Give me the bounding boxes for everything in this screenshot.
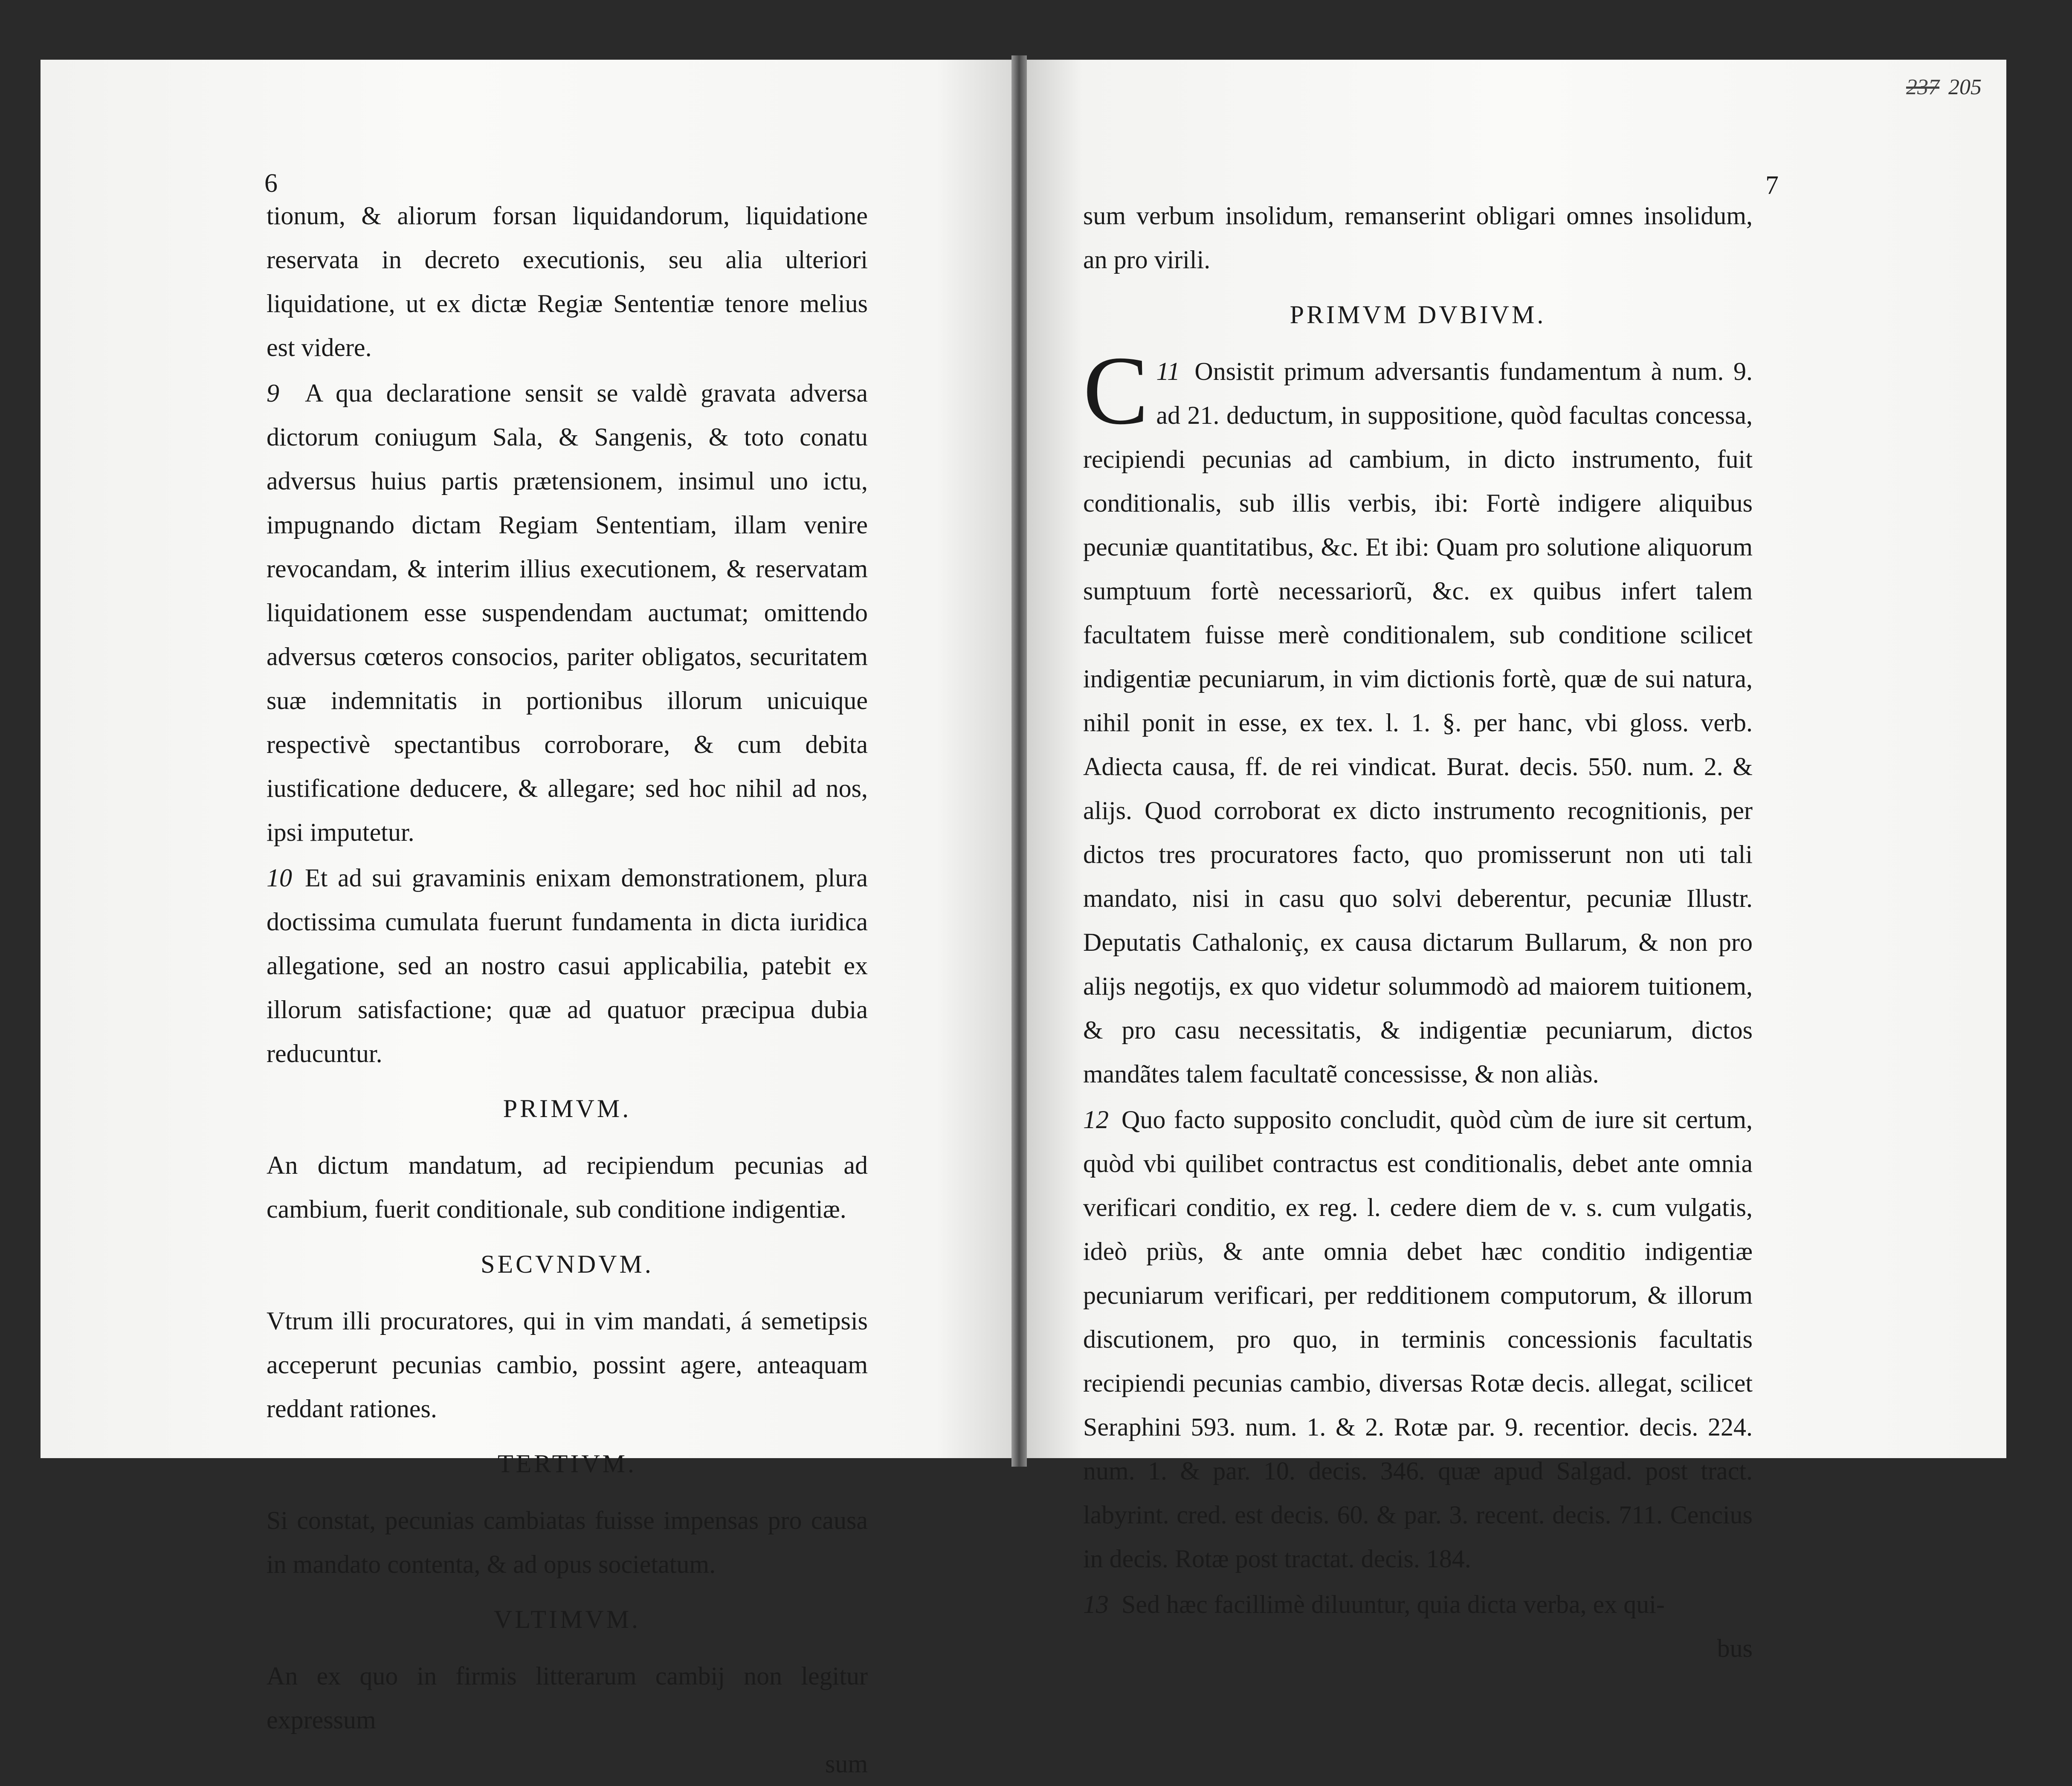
drop-cap: C — [1083, 336, 1149, 445]
paragraph-text: Sed hæc facillimè diluuntur, quia dicta verba, ex qui- — [1121, 1590, 1665, 1618]
folio-current: 205 — [1948, 75, 1982, 99]
paragraph-9 — [267, 371, 868, 854]
right-text-column — [1083, 194, 1753, 1670]
heading-primum-dubium: PRIMVM DVBIVM. — [1290, 301, 1546, 329]
book-gutter — [1011, 55, 1027, 1467]
heading-ultimum: VLTIMVM. — [493, 1605, 641, 1633]
question-4: An ex quo in firmis litterarum cambij non legitur expressum — [267, 1662, 868, 1734]
heading-primum: PRIMVM. — [503, 1094, 632, 1123]
left-text-column — [267, 194, 868, 1786]
left-continuation-paragraph: tionum, & aliorum forsan liquidandorum, liquidatione reservata in decreto executionis, seu alia ulteriori liquidatione, ut ex dictæ Regiæ Sententiæ tenore melius est videre. — [267, 202, 868, 362]
catchword: bus — [1717, 1634, 1753, 1662]
paragraph-number: 12 — [1083, 1106, 1109, 1134]
right-continuation-paragraph: sum verbum insolidum, remanserint obligari omnes insolidum, an pro virili. — [1083, 202, 1753, 274]
paragraph-text: Quo facto supposito concludit, quòd cùm de iure sit certum, quòd vbi quilibet contractus est conditionalis, debet ante omnia verificari conditio, ex reg. l. cedere diem de v. s. cum vulgatis, ideò priùs, & ante omnia debet hæc conditio indigentiæ pecuniarum verificari, per redditionem computorum, & illorum discutionem, pro quo, in terminis concessionis facultatis recipiendi pecunias cambio, diversas Rotæ decis. allegat, scilicet Seraphini 593. num. 1. & 2. Rotæ par. 9. recentior. decis. 224. num. 1. & par. 10. decis. 346. quæ apud Salgad. post tract. labyrint. cred. est decis. 60. & par. 3. recent. decis. 711. Cencius in decis. Rotæ post tractat. decis. 184. — [1083, 1106, 1753, 1573]
folio-number — [1906, 75, 1982, 100]
catchword: sum — [825, 1750, 868, 1778]
paragraph-text: Et ad sui gravaminis enixam demonstrationem, plura doctissima cumulata fuerunt fundamenta in dicta iuridica allegatione, sed an nostro casui applicabilia, patebit ex illorum satisfactione; quæ ad quatuor præcipua dubia reducuntur. — [267, 864, 868, 1068]
question-2: Vtrum illi procuratores, qui in vim mandati, á semetipsis acceperunt pecunias cambio, possint agere, anteaquam reddant rationes. — [267, 1307, 868, 1423]
paragraph-number: 13 — [1083, 1590, 1109, 1618]
paragraph-text: A qua declaratione sensit se valdè gravata adversa dictorum coniugum Sala, & Sangenis, & toto conatu adversus huius partis prætensionem, insimul uno ictu, impugnando dictam Regiam Sententiam, illam venire revocandam, & interim illius executionem, & reservatam liquidationem esse suspendendam auctumat; omittendo adversus cœteros consocios, pariter obligatos, securitatem suæ indemnitatis in portionibus illorum unicuique respectivè spectantibus corroborare, & cum debita iustificatione deducere, & allegare; sed hoc nihil ad nos, ipsi imputetur. — [267, 379, 868, 846]
paragraph-10 — [267, 856, 868, 1076]
folio-struck: 237 — [1906, 75, 1939, 99]
paragraph-number: 11 — [1156, 357, 1180, 385]
heading-tertium: TERTIVM. — [497, 1450, 637, 1478]
paragraph-13 — [1083, 1583, 1753, 1627]
question-3: Si constat, pecunias cambiatas fuisse impensas pro causa in mandato contenta, & ad opus societatum. — [267, 1506, 868, 1578]
paragraph-text: Onsistit primum adversantis fundamentum à num. 9. ad 21. deductum, in suppositione, quòd facultas concessa, recipiendi pecunias ad cambium, in dicto instrumento, fuit conditionalis, sub illis verbis, ibi: Fortè indigere aliquibus pecuniæ quantitatibus, &c. Et ibi: Quam pro solutione aliquorum sumptuum fortè necessariorũ, &c. ex quibus infert talem facultatem fuisse merè conditionalem, sub conditione scilicet indigentiæ pecuniarum, in vim dictionis fortè, quæ de sui natura, nihil ponit in esse, ex tex. l. 1. §. per hanc, vbi gloss. verb. Adiecta causa, ff. de rei vindicat. Burat. decis. 550. num. 2. & alijs. Quod corroborat ex dicto instrumento recognitionis, per dictos tres procuratores facto, quo promisserunt non uti tali mandato, nisi in casu quo solvi deberentur, pecuniæ Illustr. Deputatis Cathaloniç, ex causa dictarum Bullarum, & non pro alijs negotijs, ex quo videtur solummodò ad maiorem tuitionem, & pro casu necessitatis, & indigentiæ pecuniarum, dictos mandãtes talem facultatẽ concessisse, & non aliàs. — [1083, 357, 1753, 1088]
question-1: An dictum mandatum, ad recipiendum pecunias ad cambium, fuerit conditionale, sub conditione indigentiæ. — [267, 1151, 868, 1223]
paragraph-12 — [1083, 1098, 1753, 1581]
paragraph-number: 10 — [267, 864, 292, 892]
right-page-number: 7 — [1765, 171, 1779, 200]
paragraph-11 — [1083, 336, 1753, 1096]
left-page-number: 6 — [264, 169, 278, 198]
heading-secundum: SECVNDVM. — [481, 1250, 654, 1278]
paragraph-number: 9 — [267, 379, 279, 407]
